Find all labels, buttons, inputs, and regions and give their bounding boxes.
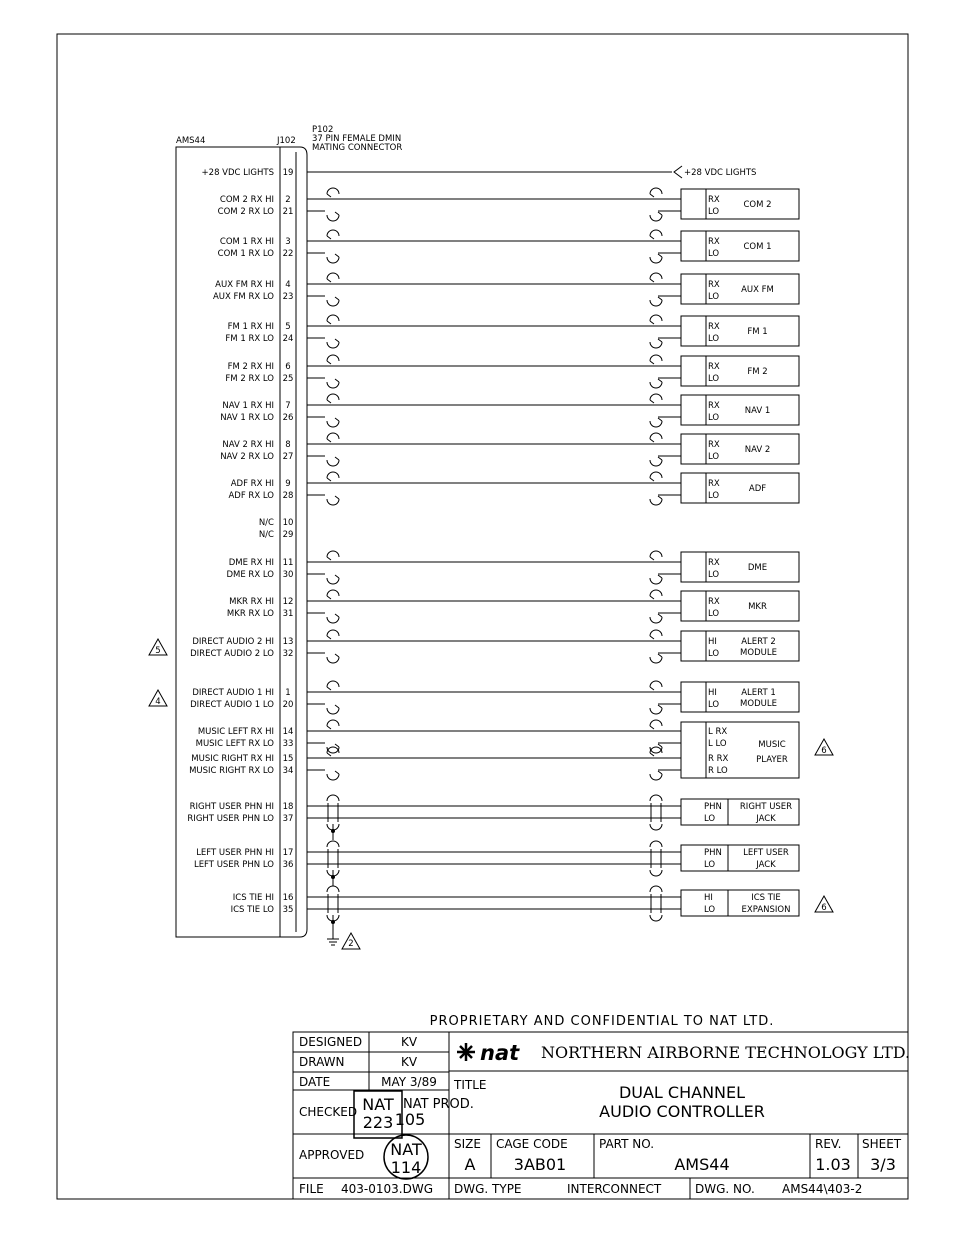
user-pair — [187, 795, 799, 840]
signal-pair — [227, 590, 799, 623]
user-pair — [231, 886, 833, 931]
pin-label: MUSIC RIGHT RX LO — [189, 766, 274, 776]
box-term-lo: LO — [704, 814, 716, 824]
part-label: PART NO. — [599, 1137, 655, 1151]
nc-pin-number: 29 — [282, 530, 294, 540]
equipment-name: ICS TIE — [751, 893, 781, 903]
cage-value: 3AB01 — [513, 1155, 567, 1174]
pin-label-hi: AUX FM RX HI — [215, 280, 274, 290]
pin-label-hi: LEFT USER PHN HI — [196, 848, 274, 858]
pin-label-hi: COM 2 RX HI — [219, 195, 274, 205]
approved-stamp-num: 114 — [390, 1158, 422, 1177]
equipment-box — [681, 434, 799, 464]
dwg-type-value: INTERCONNECT — [567, 1182, 662, 1196]
equipment-name-2: JACK — [756, 814, 776, 824]
box-term-hi: HI — [708, 688, 717, 698]
pin-number: 34 — [282, 766, 294, 776]
equipment-name-2: MODULE — [740, 648, 777, 658]
equipment-name: COM 2 — [743, 200, 772, 210]
equipment-name: COM 1 — [743, 242, 772, 252]
box-term-lo: LO — [708, 491, 720, 501]
pin-number-hi: 7 — [285, 401, 291, 411]
box-term-hi: HI — [704, 893, 713, 903]
pin-number-hi: 5 — [285, 322, 291, 332]
pin-number-hi: 9 — [285, 479, 291, 489]
pin-number: 15 — [282, 754, 294, 764]
shield-left-icon — [327, 315, 339, 348]
proprietary-notice: PROPRIETARY AND CONFIDENTIAL TO NAT LTD. — [429, 1014, 775, 1029]
pin-number-lo: 25 — [282, 374, 294, 384]
box-term: R LO — [708, 766, 728, 776]
pin-label-lo: DIRECT AUDIO 2 LO — [190, 649, 274, 659]
shield-right-icon — [650, 188, 662, 221]
nc-label: N/C — [258, 518, 274, 528]
box-term: L RX — [708, 727, 728, 737]
drawn-label: DRAWN — [299, 1055, 345, 1069]
box-term-hi: RX — [708, 597, 720, 607]
pin-label-hi: FM 1 RX HI — [227, 322, 274, 332]
size-value: A — [464, 1155, 476, 1174]
signal-pair — [228, 472, 799, 505]
pin-label-hi: ADF RX HI — [230, 479, 274, 489]
shield-left-icon — [327, 433, 339, 466]
lights-label: +28 VDC LIGHTS — [201, 168, 274, 178]
checked-stamp-top: NAT — [362, 1095, 394, 1114]
note-triangle — [149, 639, 167, 656]
box-term-hi: RX — [708, 401, 720, 411]
equipment-name-2: JACK — [756, 860, 776, 870]
rev-label: REV. — [815, 1137, 842, 1151]
pin-label-lo: DME RX LO — [226, 570, 274, 580]
equipment-name: AUX FM — [741, 285, 774, 295]
pin-number-lo: 20 — [282, 700, 294, 710]
equipment-name-2: MODULE — [740, 699, 777, 709]
pin-label-lo: LEFT USER PHN LO — [193, 860, 274, 870]
pin-label-hi: DME RX HI — [228, 558, 274, 568]
music-note-triangle — [815, 739, 833, 756]
pin-label-hi: FM 2 RX HI — [227, 362, 274, 372]
shield-left-icon — [327, 188, 339, 221]
title-line1: DUAL CHANNEL — [618, 1083, 746, 1102]
box-term-hi: RX — [708, 322, 720, 332]
pin-number-lo: 28 — [282, 491, 294, 501]
checked-stamp-num1: 223 — [362, 1113, 394, 1132]
designed-value: KV — [400, 1035, 418, 1049]
pin-number-lo: 26 — [282, 413, 294, 423]
p102-desc-line2: MATING CONNECTOR — [312, 143, 403, 153]
pin-number-lo: 21 — [282, 207, 294, 217]
equipment-name: ALERT 2 — [741, 637, 776, 647]
pin-number-hi: 16 — [282, 893, 294, 903]
drawn-value: KV — [400, 1055, 418, 1069]
equipment-box — [681, 316, 799, 346]
equipment-box — [681, 591, 799, 621]
shield-right-icon — [650, 630, 662, 663]
music-row — [196, 720, 727, 753]
pin-number-lo: 27 — [282, 452, 294, 462]
pin-label-lo: COM 1 RX LO — [217, 249, 274, 259]
equipment-box — [681, 473, 799, 503]
pin-number: 14 — [282, 727, 294, 737]
pin-label-hi: DIRECT AUDIO 1 HI — [192, 688, 274, 698]
pin-number-lo: 32 — [282, 649, 294, 659]
equipment-name: MKR — [748, 602, 767, 612]
equipment-box — [681, 231, 799, 261]
equipment-name-2: EXPANSION — [741, 905, 791, 915]
cage-label: CAGE CODE — [496, 1137, 568, 1151]
user-pair — [194, 841, 799, 886]
music-player-name-2: PLAYER — [756, 755, 788, 765]
size-label: SIZE — [454, 1137, 481, 1151]
signal-pair — [218, 188, 799, 221]
shield-left-icon — [327, 273, 339, 306]
equipment-name: NAV 2 — [744, 445, 771, 455]
equipment-name: RIGHT USER — [739, 802, 793, 812]
signal-pair — [149, 630, 799, 663]
pin-label-hi: MKR RX HI — [229, 597, 274, 607]
signal-pair — [218, 230, 799, 263]
nc-pin — [259, 518, 294, 528]
pin-label-lo: FM 1 RX LO — [225, 334, 274, 344]
box-term-lo: LO — [708, 413, 720, 423]
pin-label-lo: COM 2 RX LO — [217, 207, 274, 217]
shield-left-icon — [327, 394, 339, 427]
box-term-lo: LO — [708, 334, 720, 344]
p102-desc-line1: 37 PIN FEMALE DMIN — [312, 134, 402, 144]
equipment-name: NAV 1 — [744, 406, 771, 416]
shield-left-icon — [327, 355, 339, 388]
pin-label-lo: ICS TIE LO — [230, 905, 274, 915]
music-note-triangle-number: 6 — [821, 746, 827, 756]
pin-label-hi: DIRECT AUDIO 2 HI — [192, 637, 274, 647]
shield-left-icon — [327, 472, 339, 505]
shield-right-icon — [650, 681, 662, 714]
shield-right-icon — [650, 315, 662, 348]
signal-pair — [149, 681, 799, 714]
designed-label: DESIGNED — [299, 1035, 363, 1049]
pin-label-lo: RIGHT USER PHN LO — [187, 814, 274, 824]
pin-label-lo: FM 2 RX LO — [225, 374, 274, 384]
lights-arrow-icon — [674, 166, 682, 178]
pin-label-lo: ADF RX LO — [228, 491, 274, 501]
pin-label-hi: RIGHT USER PHN HI — [189, 802, 274, 812]
box-term-hi: RX — [708, 440, 720, 450]
box-term-lo: LO — [704, 905, 716, 915]
shield-right-icon — [650, 394, 662, 427]
box-term: R RX — [708, 754, 729, 764]
date-value: MAY 3/89 — [381, 1075, 437, 1089]
music-row — [191, 754, 728, 764]
box-term-lo: LO — [708, 700, 720, 710]
pin-number-hi: 11 — [282, 558, 294, 568]
pin-label-hi: COM 1 RX HI — [219, 237, 274, 247]
pin-number-hi: 8 — [285, 440, 291, 450]
shield-right-icon — [650, 273, 662, 306]
dwg-no-value: AMS44\403-2 — [782, 1182, 863, 1196]
signal-pair — [225, 315, 799, 348]
checked-label: CHECKED — [299, 1105, 358, 1119]
junction-dot — [331, 875, 335, 879]
checked-stamp-prod: NAT PROD. — [403, 1097, 474, 1112]
box-term-hi: HI — [708, 637, 717, 647]
checked-stamp-num2: 105 — [394, 1110, 426, 1129]
note-triangle — [815, 896, 833, 913]
dwg-type-label: DWG. TYPE — [454, 1182, 522, 1196]
approved-stamp — [384, 1135, 428, 1179]
music-player-box — [681, 722, 799, 778]
pin-number-lo: 36 — [282, 860, 294, 870]
pin-number-hi: 2 — [285, 195, 291, 205]
equipment-name: ADF — [748, 484, 767, 494]
nc-pin-number: 10 — [282, 518, 294, 528]
ground-note-number: 2 — [348, 939, 354, 949]
signal-pair — [226, 551, 799, 584]
shield-right-icon — [650, 355, 662, 388]
pin-label-hi: ICS TIE HI — [232, 893, 274, 903]
box-term-lo: LO — [708, 452, 720, 462]
pin-number-lo: 24 — [282, 334, 294, 344]
pin-label-hi: NAV 1 RX HI — [222, 401, 274, 411]
pin-number-lo: 30 — [282, 570, 294, 580]
box-term-hi: RX — [708, 479, 720, 489]
shield-right-icon — [650, 230, 662, 263]
pin-label-lo: NAV 2 RX LO — [220, 452, 274, 462]
rev-value: 1.03 — [815, 1155, 851, 1174]
company-name: NORTHERN AIRBORNE TECHNOLOGY LTD. — [541, 1043, 911, 1062]
shield-left-icon — [327, 551, 339, 584]
box-term-hi: PHN — [704, 802, 722, 812]
shield-left-icon — [327, 590, 339, 623]
pin-label-lo: NAV 1 RX LO — [220, 413, 274, 423]
box-term-hi: RX — [708, 280, 720, 290]
pin-label: MUSIC LEFT RX HI — [197, 727, 274, 737]
shield-right-icon — [650, 590, 662, 623]
pin-label: MUSIC RIGHT RX HI — [191, 754, 274, 764]
nat-logo — [457, 1041, 520, 1065]
shield-left-icon — [327, 681, 339, 714]
box-term-lo: LO — [708, 207, 720, 217]
box-term-lo: LO — [708, 649, 720, 659]
box-term-lo: LO — [708, 374, 720, 384]
title-line2: AUDIO CONTROLLER — [599, 1102, 765, 1121]
equipment-name: FM 2 — [747, 367, 768, 377]
pin-number-lo: 22 — [282, 249, 294, 259]
music-player-name: MUSIC — [758, 740, 786, 750]
pin-number-hi: 13 — [282, 637, 294, 647]
pin-label-lo: AUX FM RX LO — [212, 292, 274, 302]
equipment-box — [681, 395, 799, 425]
pin-number-hi: 18 — [282, 802, 294, 812]
box-term: L LO — [708, 739, 727, 749]
pin-number-lo: 37 — [282, 814, 294, 824]
pin-number-hi: 6 — [285, 362, 291, 372]
date-label: DATE — [299, 1075, 331, 1089]
ams44-label: AMS44 — [176, 136, 206, 146]
checked-stamp — [354, 1091, 474, 1138]
ground-symbol-icon — [327, 918, 339, 945]
equipment-name: LEFT USER — [743, 848, 789, 858]
box-term-hi: RX — [708, 558, 720, 568]
sheet-value: 3/3 — [870, 1155, 896, 1174]
shield-right-icon — [650, 472, 662, 505]
box-term-hi: RX — [708, 362, 720, 372]
box-term-lo: LO — [708, 570, 720, 580]
lights-dest: +28 VDC LIGHTS — [684, 168, 757, 178]
pin-number-hi: 3 — [285, 237, 291, 247]
pin-number-hi: 12 — [282, 597, 294, 607]
ground-note-triangle — [342, 933, 360, 949]
pin-label: MUSIC LEFT RX LO — [195, 739, 274, 749]
file-label: FILE — [299, 1182, 324, 1196]
title-label: TITLE — [454, 1078, 487, 1092]
box-term-hi: PHN — [704, 848, 722, 858]
note-triangle-number: 6 — [821, 903, 827, 913]
box-term-hi: RX — [708, 195, 720, 205]
shield-right-icon — [650, 433, 662, 466]
pin-label-hi: NAV 2 RX HI — [222, 440, 274, 450]
equipment-name: DME — [747, 563, 768, 573]
shield-right-icon — [650, 841, 662, 876]
part-value: AMS44 — [674, 1155, 730, 1174]
equipment-name: FM 1 — [747, 327, 768, 337]
note-triangle-number: 4 — [155, 697, 161, 707]
note-triangle-number: 5 — [155, 646, 161, 656]
pin-number-hi: 4 — [285, 280, 291, 290]
box-term-hi: RX — [708, 237, 720, 247]
pin-number-hi: 17 — [282, 848, 294, 858]
shield-left-icon — [327, 630, 339, 663]
pin-label-lo: DIRECT AUDIO 1 LO — [190, 700, 274, 710]
box-term-lo: LO — [708, 292, 720, 302]
dwg-no-label: DWG. NO. — [695, 1182, 755, 1196]
junction-dot — [331, 829, 335, 833]
equipment-box — [681, 552, 799, 582]
pin-number-lo: 23 — [282, 292, 294, 302]
j102-label: J102 — [277, 136, 296, 146]
signal-pair — [225, 355, 799, 388]
nc-pin — [259, 530, 294, 540]
shield-right-icon — [650, 551, 662, 584]
box-term-lo: LO — [708, 609, 720, 619]
approved-stamp-top: NAT — [390, 1140, 422, 1159]
box-term-lo: LO — [704, 860, 716, 870]
equipment-box — [681, 274, 799, 304]
note-triangle — [149, 690, 167, 707]
pin-label-lo: MKR RX LO — [226, 609, 274, 619]
file-value: 403-0103.DWG — [341, 1182, 433, 1196]
pin-number-hi: 1 — [285, 688, 291, 698]
nc-label: N/C — [258, 530, 274, 540]
nat-star-icon — [457, 1043, 475, 1061]
shield-right-icon — [650, 795, 662, 830]
box-term-lo: LO — [708, 249, 720, 259]
pin-number-lo: 31 — [282, 609, 294, 619]
equipment-box — [681, 356, 799, 386]
equipment-name: ALERT 1 — [741, 688, 776, 698]
pin-number: 33 — [282, 739, 294, 749]
approved-label: APPROVED — [299, 1148, 365, 1162]
sheet-label: SHEET — [862, 1137, 902, 1151]
lights-pin: 19 — [282, 168, 294, 178]
nat-logo-text: nat — [480, 1041, 520, 1065]
pin-number-lo: 35 — [282, 905, 294, 915]
shield-left-icon — [327, 230, 339, 263]
signal-pair — [213, 273, 799, 306]
shield-right-icon — [650, 886, 662, 921]
music-row — [198, 727, 728, 737]
p102-label: P102 — [312, 125, 334, 135]
equipment-box — [681, 189, 799, 219]
